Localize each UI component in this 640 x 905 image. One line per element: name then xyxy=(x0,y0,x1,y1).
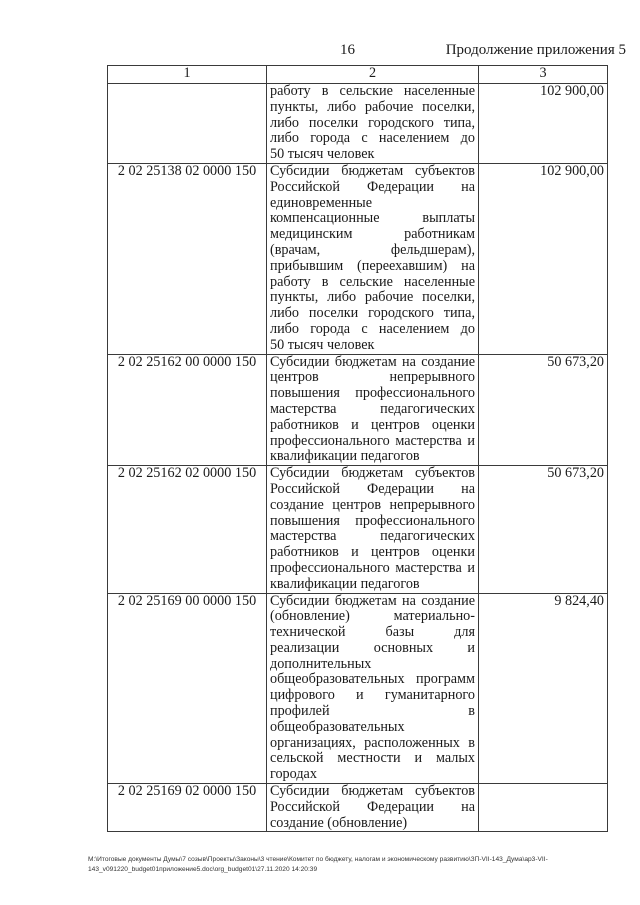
column-header-3: 3 xyxy=(479,66,608,84)
description xyxy=(267,466,479,593)
description-line: либо поселки городского типа, xyxy=(270,305,475,322)
description-line: Субсидии бюджетам субъектов xyxy=(270,783,475,800)
table-row xyxy=(108,354,608,466)
description xyxy=(267,593,479,784)
table-row xyxy=(108,84,608,164)
description-line: компенсационные выплаты xyxy=(270,210,475,227)
description-line: либо города с населением до xyxy=(270,320,475,337)
description-line: медицинским работникам xyxy=(270,226,475,243)
budget-code: 2 02 25169 00 0000 150 xyxy=(108,593,267,784)
description-line: либо города с населением до xyxy=(270,130,475,147)
table-row xyxy=(108,163,608,354)
description-line: цифрового и гуманитарного xyxy=(270,687,475,704)
description-line: Российской Федерации на xyxy=(270,178,475,195)
description-line: профессионального мастерства и xyxy=(270,432,475,449)
amount: 102 900,00 xyxy=(479,163,608,354)
description-line: профилей в xyxy=(270,703,475,720)
amount: 50 673,20 xyxy=(479,466,608,593)
description-line: работу в сельские населенные xyxy=(270,83,475,99)
description-line: Субсидии бюджетам на создание xyxy=(270,353,475,370)
budget-code: 2 02 25138 02 0000 150 xyxy=(108,163,267,354)
table-header-row xyxy=(108,66,608,84)
description xyxy=(267,84,479,164)
file-path-footer xyxy=(88,855,628,875)
description-line: технической базы для xyxy=(270,624,475,641)
description-line: мастерства педагогических xyxy=(270,528,475,545)
continuation-label: Продолжение приложения 5 xyxy=(445,42,626,58)
budget-code: 2 02 25162 02 0000 150 xyxy=(108,466,267,593)
description-line: прибывшим (переехавшим) на xyxy=(270,257,475,274)
description xyxy=(267,784,479,832)
page-number: 16 xyxy=(340,42,355,58)
description-line: 50 тысяч человек xyxy=(270,336,375,353)
description-line: Субсидии бюджетам субъектов xyxy=(270,465,475,482)
description-line: мастерства педагогических xyxy=(270,400,475,417)
description-line: (врачам, фельдшерам), xyxy=(270,241,475,258)
description-line: организациях, расположенных в xyxy=(270,734,475,751)
amount: 102 900,00 xyxy=(479,84,608,164)
amount: 9 824,40 xyxy=(479,593,608,784)
description-line: повышения профессионального xyxy=(270,385,475,402)
description-line: Российской Федерации на xyxy=(270,480,475,497)
description-line: городах xyxy=(270,766,317,783)
description-line: единовременные xyxy=(270,194,372,211)
revenue-table xyxy=(107,65,608,832)
table-body xyxy=(108,84,608,832)
description-line: реализации основных и xyxy=(270,639,475,656)
description-line: Российской Федерации на xyxy=(270,798,475,815)
description-line: Субсидии бюджетам субъектов xyxy=(270,162,475,179)
description-line: создание центров непрерывного xyxy=(270,496,475,513)
description-line: 50 тысяч человек xyxy=(270,146,375,163)
description-line: либо поселки городского типа, xyxy=(270,114,475,131)
amount xyxy=(479,784,608,832)
budget-code xyxy=(108,84,267,164)
description-line: квалификации педагогов xyxy=(270,575,420,592)
description-line: Субсидии бюджетам на создание xyxy=(270,592,475,609)
description-line: пункты, либо рабочие поселки, xyxy=(270,98,475,115)
description-line: создание (обновление) xyxy=(270,814,408,831)
description-line: дополнительных xyxy=(270,655,372,672)
budget-code: 2 02 25162 00 0000 150 xyxy=(108,354,267,466)
budget-code: 2 02 25169 02 0000 150 xyxy=(108,784,267,832)
table-row xyxy=(108,466,608,593)
table-row xyxy=(108,593,608,784)
description-line: (обновление) материально- xyxy=(270,608,475,625)
description-line: общеобразовательных xyxy=(270,718,405,735)
column-header-2: 2 xyxy=(267,66,479,84)
description-line: квалификации педагогов xyxy=(270,448,420,465)
description-line: пункты, либо рабочие поселки, xyxy=(270,289,475,306)
description-line: работников и центров оценки xyxy=(270,416,475,433)
description-line: повышения профессионального xyxy=(270,512,475,529)
description-line: работу в сельские населенные xyxy=(270,273,475,290)
description-line: сельской местности и малых xyxy=(270,750,475,767)
table-row xyxy=(108,784,608,832)
file-path-line-1: M:\Итоговые документы Думы\7 созыв\Проекты\Законы\3 чтение\Комитет по бюджету, налогам и экономическому развитию\ЗП-VII-143_Дума\ар3-VII- xyxy=(88,856,548,863)
description-line: работников и центров оценки xyxy=(270,544,475,561)
description xyxy=(267,354,479,466)
description-line: центров непрерывного xyxy=(270,369,475,386)
description-line: профессионального мастерства и xyxy=(270,559,475,576)
file-path-line-2: 143_v091220_budget01приложение5.doc\org_budget01\27.11.2020 14:20:39 xyxy=(88,866,318,873)
column-header-1: 1 xyxy=(108,66,267,84)
description-line: общеобразовательных программ xyxy=(270,671,475,688)
description xyxy=(267,163,479,354)
page-header xyxy=(0,40,640,62)
amount: 50 673,20 xyxy=(479,354,608,466)
